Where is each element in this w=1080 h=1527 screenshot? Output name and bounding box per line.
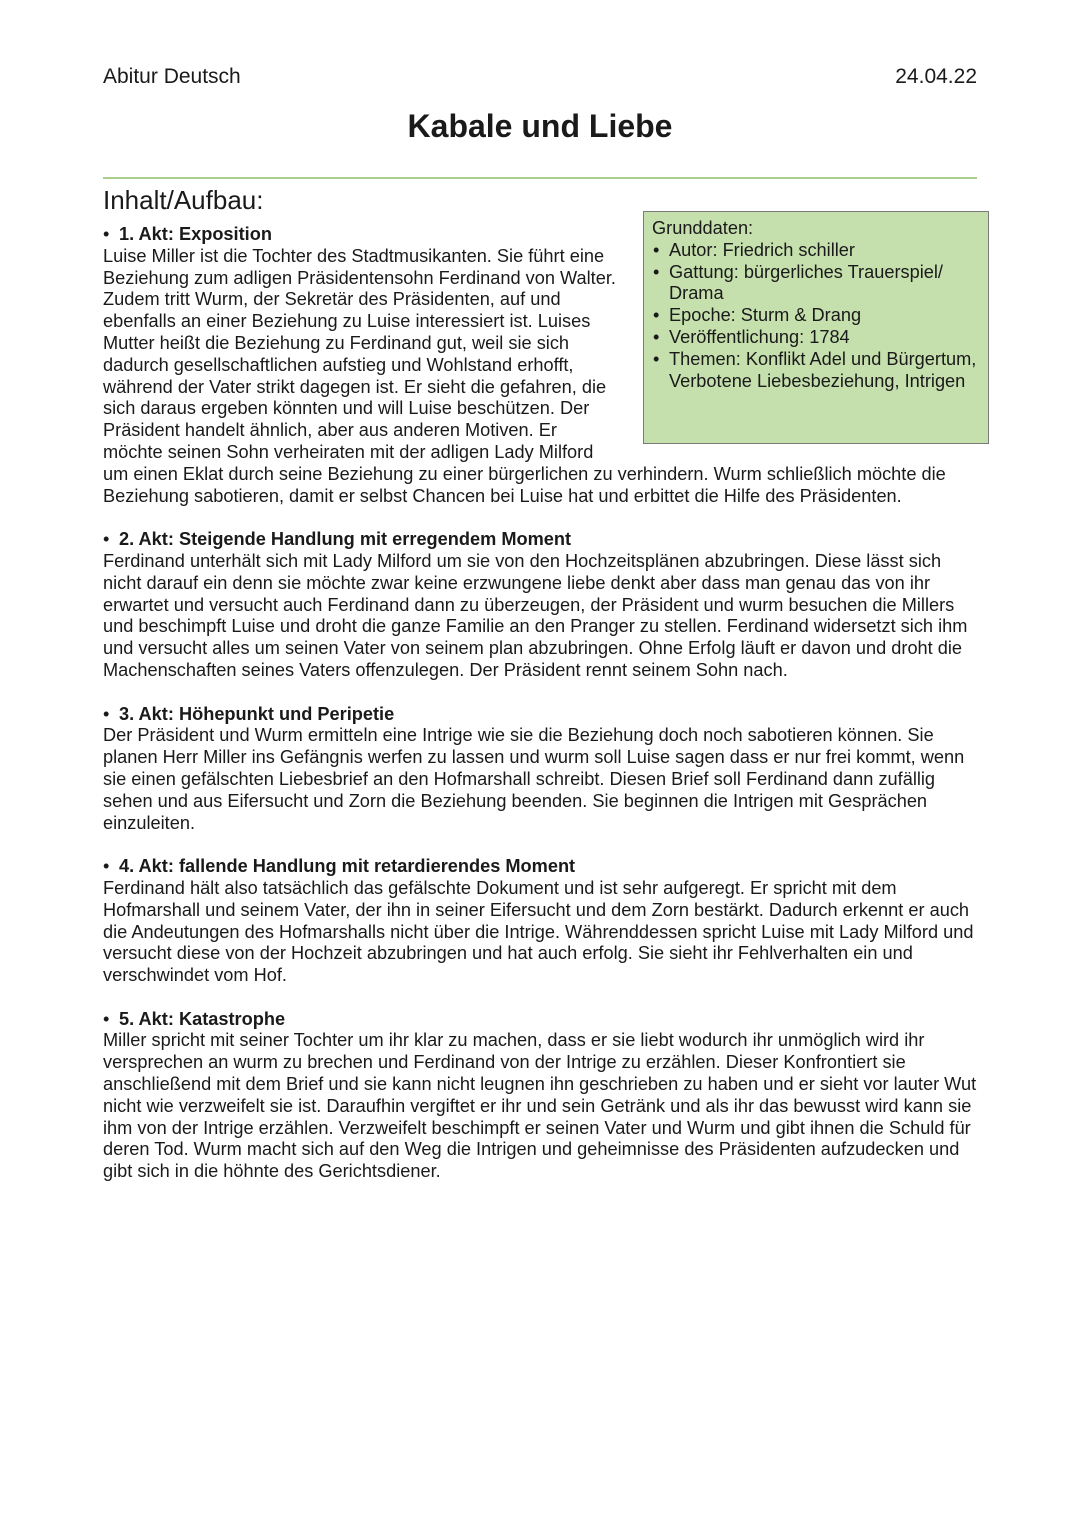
section-heading: Inhalt/Aufbau: — [103, 185, 264, 215]
info-item-author: • Autor: Friedrich schiller — [652, 240, 980, 262]
act-title — [103, 856, 983, 878]
act-title-text: 3. Akt: Höhepunkt und Peripetie — [119, 703, 395, 724]
document-title: Kabale und Liebe — [407, 108, 673, 144]
bullet-icon: • — [103, 529, 110, 550]
act-section-5 — [103, 1009, 983, 1183]
title-divider — [103, 177, 977, 179]
act-text: Der Präsident und Wurm ermitteln eine Intrige wie sie die Beziehung doch noch sabotieren können. Sie planen Herr Miller ins Gefängnis werfen zu lassen und wurm soll Luise sagen dass er nur frei kommt, wenn sie einen gefälschten Liebesbrief an den Hofmarshall schreibt. Diesen Brief soll Ferdinand dann zufällig sehen und aus Eifersucht und Zorn die Beziehung beenden. Sie beginnen die Intrigen mit Gesprächen einzuleiten. — [103, 725, 965, 833]
subject-label: Abitur Deutsch — [103, 65, 241, 88]
info-item-publication: • Veröffentlichung: 1784 — [652, 327, 980, 349]
date-label: 24.04.22 — [895, 65, 977, 88]
info-item-themes: • Themen: Konflikt Adel und Bürgertum, Verbotene Liebesbeziehung, Intrigen — [652, 349, 980, 393]
act-section-2 — [103, 529, 983, 682]
act-title — [103, 704, 983, 726]
info-item-epoch: • Epoche: Sturm & Drang — [652, 305, 980, 327]
act-text: Luise Miller ist die Tochter des Stadtmusikanten. Sie führt eine Beziehung zum adligen Präsidentensohn Ferdinand von Walter. Zudem tritt Wurm, der Sekretär des Präsidenten, auf und ebenfalls an einer Beziehung zu Luise interessiert ist. Luises Mutter heißt die Beziehung zu Ferdinand gut, weil sie sich dadurch gesellschaftlichen aufstieg und Wohlstand erhofft, während der Vater strikt dagegen ist. Er sieht die gefahren, die sich daraus ergeben könnten und will Luise beschützen. Der Präsident handelt ähnlich, aber aus anderen Motiven. Er möchte seinen Sohn verheiraten mit der adligen Lady Milford um einen Eklat durch seine Beziehung zu einer bürgerlichen zu verhindern. Wurm schließlich möchte die Beziehung sabotieren, damit er selbst Chancen bei Luise hat und erbittet die Hilfe des Präsidenten. — [103, 245, 946, 506]
act-title-text: 1. Akt: Exposition — [119, 224, 272, 244]
act-text: Ferdinand unterhält sich mit Lady Milford um sie von den Hochzeitsplänen abzubringen. Diese lässt sich nicht darauf ein denn sie möchte zwar keine erzwungene liebe denkt aber dass man genau das von ihr erwartet und versucht auch Ferdinand dann zu überzeugen, der Präsident und wurm besuchen die Millers und beschimpft Luise und droht die ganze Familie an den Pranger zu stellen. Ferdinand widersetzt sich ihm und versucht alles um seinen Vater von seinem plan abzubringen. Ohne Erfolg läuft er davon und droht die Machenschaften seines Vaters offenzulegen. Der Präsident rennt seinem Sohn nach. — [103, 550, 968, 680]
info-item-genre: • Gattung: bürgerliches Trauerspiel/ Drama — [652, 262, 980, 306]
act-title-text: 4. Akt: fallende Handlung mit retardierendes Moment — [119, 856, 576, 877]
act-title-text: 2. Akt: Steigende Handlung mit erregendem Moment — [119, 529, 572, 550]
act-section-4 — [103, 856, 983, 987]
bullet-icon: • — [103, 224, 110, 244]
act-text: Miller spricht mit seiner Tochter um ihr klar zu machen, dass er sie liebt wodurch ihr unmöglich wird ihr versprechen an wurm zu brechen und Ferdinand von der Intrige zu erzählen. Dieser Konfrontiert sie anschließend mit dem Brief und sie kann nicht leugnen ihn geschrieben zu haben und er sieht vor lauter Wut nicht wie verzweifelt sie ist. Daraufhin vergiftet er ihr und sein Getränk und als ihr das bewusst wird kann sie ihm von der Intrige erzählen. Verzweifelt beschimpft er seinen Vater und Wurm und gibt ihnen die Schuld für deren Tod. Wurm macht sich auf den Weg die Intrigen und geheimnisse des Präsidenten aufzudecken und gibt sich in die höhnte des Gerichtsdiener. — [103, 1030, 977, 1182]
info-box-heading: Grunddaten: — [652, 218, 754, 238]
act-title-text: 5. Akt: Katastrophe — [119, 1008, 286, 1029]
info-box — [643, 211, 989, 444]
act-text: Ferdinand hält also tatsächlich das gefälschte Dokument und ist sehr aufgeregt. Er spricht mit dem Hofmarshall und seinem Vater, der ihn in seiner Eifersucht und dem Zorn bestärkt. Dadurch erkennt er auch die Andeutungen des Hofmarshalls nicht über die Intrige. Währenddessen spricht Luise mit Lady Milford und versucht diese von der Hochzeit abzubringen und hat auch erfolg. Sie sieht ihr Fehlverhalten ein und verschwindet vom Hof. — [103, 877, 974, 986]
act-title — [103, 1009, 983, 1031]
info-box-list — [652, 240, 980, 393]
bullet-icon: • — [103, 856, 110, 877]
bullet-icon: • — [103, 703, 110, 724]
act-title — [103, 529, 983, 551]
bullet-icon: • — [103, 1008, 110, 1029]
content-body — [103, 218, 983, 1205]
act-section-3 — [103, 704, 983, 835]
